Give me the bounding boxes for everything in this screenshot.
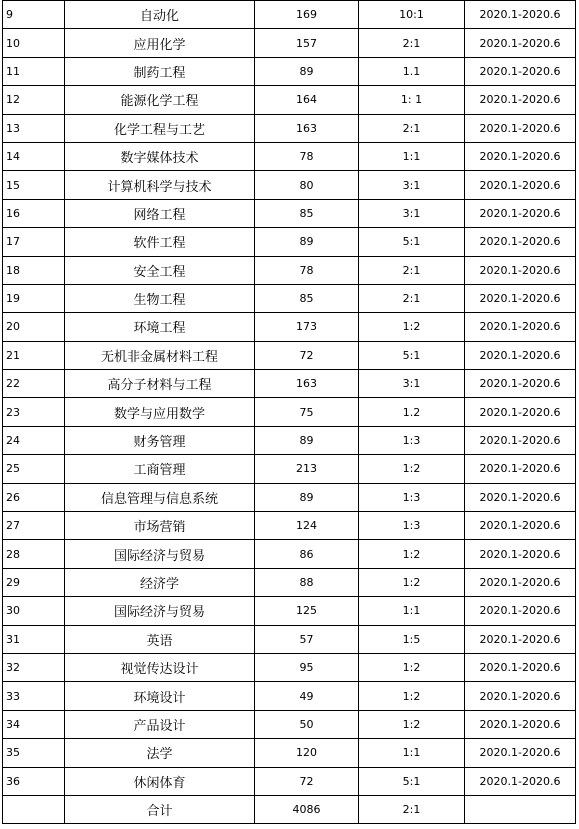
row-number-cell: 14	[3, 142, 65, 170]
student-count-cell: 78	[255, 142, 359, 170]
table-row	[3, 57, 576, 85]
period-cell: 2020.1-2020.6	[465, 29, 576, 57]
period-cell: 2020.1-2020.6	[465, 682, 576, 710]
row-number-cell: 27	[3, 512, 65, 540]
major-name-cell: 经济学	[65, 568, 255, 596]
total-ratio-cell: 2:1	[359, 795, 465, 823]
period-cell: 2020.1-2020.6	[465, 512, 576, 540]
ratio-cell: 5:1	[359, 767, 465, 795]
table-row	[3, 455, 576, 483]
row-number-cell: 33	[3, 682, 65, 710]
major-name-cell: 应用化学	[65, 29, 255, 57]
table-row	[3, 171, 576, 199]
ratio-cell: 1.2	[359, 398, 465, 426]
major-name-cell: 环境设计	[65, 682, 255, 710]
student-count-cell: 85	[255, 199, 359, 227]
table-row	[3, 739, 576, 767]
table-row	[3, 483, 576, 511]
student-count-cell: 95	[255, 653, 359, 681]
major-name-cell: 国际经济与贸易	[65, 597, 255, 625]
ratio-cell: 3:1	[359, 370, 465, 398]
row-number-cell: 9	[3, 1, 65, 29]
student-count-cell: 164	[255, 86, 359, 114]
period-cell: 2020.1-2020.6	[465, 142, 576, 170]
ratio-cell: 1:2	[359, 540, 465, 568]
major-name-cell: 安全工程	[65, 256, 255, 284]
period-cell: 2020.1-2020.6	[465, 341, 576, 369]
major-name-cell: 高分子材料与工程	[65, 370, 255, 398]
period-cell: 2020.1-2020.6	[465, 398, 576, 426]
row-number-cell: 12	[3, 86, 65, 114]
student-count-cell: 89	[255, 228, 359, 256]
period-cell: 2020.1-2020.6	[465, 568, 576, 596]
student-count-cell: 72	[255, 767, 359, 795]
row-number-cell: 23	[3, 398, 65, 426]
table-row	[3, 29, 576, 57]
row-number-cell: 11	[3, 57, 65, 85]
row-number-cell: 35	[3, 739, 65, 767]
period-cell: 2020.1-2020.6	[465, 597, 576, 625]
ratio-cell: 2:1	[359, 29, 465, 57]
student-count-cell: 78	[255, 256, 359, 284]
total-row	[3, 795, 576, 823]
ratio-cell: 1:1	[359, 597, 465, 625]
total-number-cell	[3, 795, 65, 823]
major-name-cell: 软件工程	[65, 228, 255, 256]
table-row	[3, 710, 576, 738]
student-count-cell: 169	[255, 1, 359, 29]
period-cell: 2020.1-2020.6	[465, 455, 576, 483]
ratio-cell: 1:1	[359, 739, 465, 767]
major-name-cell: 工商管理	[65, 455, 255, 483]
major-name-cell: 休闲体育	[65, 767, 255, 795]
total-count-cell: 4086	[255, 795, 359, 823]
student-count-cell: 120	[255, 739, 359, 767]
period-cell: 2020.1-2020.6	[465, 1, 576, 29]
row-number-cell: 13	[3, 114, 65, 142]
student-count-cell: 163	[255, 370, 359, 398]
table-row	[3, 426, 576, 454]
student-count-cell: 125	[255, 597, 359, 625]
row-number-cell: 17	[3, 228, 65, 256]
total-label-cell: 合计	[65, 795, 255, 823]
row-number-cell: 30	[3, 597, 65, 625]
row-number-cell: 19	[3, 284, 65, 312]
table-row	[3, 625, 576, 653]
row-number-cell: 22	[3, 370, 65, 398]
major-name-cell: 信息管理与信息系统	[65, 483, 255, 511]
ratio-cell: 2:1	[359, 114, 465, 142]
ratio-cell: 1.1	[359, 57, 465, 85]
table-row	[3, 767, 576, 795]
ratio-cell: 1:2	[359, 682, 465, 710]
major-name-cell: 环境工程	[65, 313, 255, 341]
ratio-cell: 2:1	[359, 284, 465, 312]
row-number-cell: 16	[3, 199, 65, 227]
period-cell: 2020.1-2020.6	[465, 710, 576, 738]
row-number-cell: 25	[3, 455, 65, 483]
ratio-cell: 1:2	[359, 710, 465, 738]
period-cell: 2020.1-2020.6	[465, 540, 576, 568]
ratio-cell: 1:2	[359, 455, 465, 483]
ratio-cell: 1:2	[359, 568, 465, 596]
major-name-cell: 化学工程与工艺	[65, 114, 255, 142]
major-name-cell: 英语	[65, 625, 255, 653]
student-count-cell: 213	[255, 455, 359, 483]
table-row	[3, 653, 576, 681]
table-row	[3, 512, 576, 540]
period-cell: 2020.1-2020.6	[465, 199, 576, 227]
student-count-cell: 57	[255, 625, 359, 653]
table-row	[3, 597, 576, 625]
student-count-cell: 80	[255, 171, 359, 199]
major-name-cell: 无机非金属材料工程	[65, 341, 255, 369]
student-count-cell: 50	[255, 710, 359, 738]
period-cell: 2020.1-2020.6	[465, 739, 576, 767]
major-name-cell: 数字媒体技术	[65, 142, 255, 170]
student-count-cell: 49	[255, 682, 359, 710]
table-row	[3, 142, 576, 170]
ratio-cell: 1: 1	[359, 86, 465, 114]
major-name-cell: 制药工程	[65, 57, 255, 85]
student-count-cell: 89	[255, 57, 359, 85]
row-number-cell: 29	[3, 568, 65, 596]
student-count-cell: 85	[255, 284, 359, 312]
major-name-cell: 产品设计	[65, 710, 255, 738]
total-period-cell	[465, 795, 576, 823]
row-number-cell: 28	[3, 540, 65, 568]
row-number-cell: 36	[3, 767, 65, 795]
table-row	[3, 370, 576, 398]
major-name-cell: 视觉传达设计	[65, 653, 255, 681]
period-cell: 2020.1-2020.6	[465, 114, 576, 142]
major-name-cell: 数学与应用数学	[65, 398, 255, 426]
student-count-cell: 163	[255, 114, 359, 142]
period-cell: 2020.1-2020.6	[465, 57, 576, 85]
period-cell: 2020.1-2020.6	[465, 313, 576, 341]
table-row	[3, 86, 576, 114]
row-number-cell: 31	[3, 625, 65, 653]
period-cell: 2020.1-2020.6	[465, 653, 576, 681]
student-count-cell: 157	[255, 29, 359, 57]
major-name-cell: 法学	[65, 739, 255, 767]
ratio-cell: 5:1	[359, 228, 465, 256]
major-name-cell: 计算机科学与技术	[65, 171, 255, 199]
row-number-cell: 15	[3, 171, 65, 199]
ratio-cell: 10:1	[359, 1, 465, 29]
ratio-cell: 1:3	[359, 512, 465, 540]
major-name-cell: 市场营销	[65, 512, 255, 540]
row-number-cell: 34	[3, 710, 65, 738]
student-count-cell: 72	[255, 341, 359, 369]
ratio-cell: 1:2	[359, 653, 465, 681]
table-row	[3, 256, 576, 284]
table-row	[3, 313, 576, 341]
ratio-cell: 1:3	[359, 426, 465, 454]
student-count-cell: 124	[255, 512, 359, 540]
ratio-cell: 5:1	[359, 341, 465, 369]
table-row	[3, 568, 576, 596]
major-name-cell: 网络工程	[65, 199, 255, 227]
period-cell: 2020.1-2020.6	[465, 426, 576, 454]
majors-table	[2, 0, 576, 824]
ratio-cell: 2:1	[359, 256, 465, 284]
table-row	[3, 398, 576, 426]
period-cell: 2020.1-2020.6	[465, 483, 576, 511]
student-count-cell: 89	[255, 426, 359, 454]
period-cell: 2020.1-2020.6	[465, 767, 576, 795]
period-cell: 2020.1-2020.6	[465, 86, 576, 114]
ratio-cell: 1:3	[359, 483, 465, 511]
period-cell: 2020.1-2020.6	[465, 625, 576, 653]
row-number-cell: 18	[3, 256, 65, 284]
period-cell: 2020.1-2020.6	[465, 171, 576, 199]
student-count-cell: 88	[255, 568, 359, 596]
ratio-cell: 3:1	[359, 171, 465, 199]
row-number-cell: 26	[3, 483, 65, 511]
major-name-cell: 国际经济与贸易	[65, 540, 255, 568]
student-count-cell: 75	[255, 398, 359, 426]
ratio-cell: 1:5	[359, 625, 465, 653]
row-number-cell: 21	[3, 341, 65, 369]
ratio-cell: 1:2	[359, 313, 465, 341]
student-count-cell: 89	[255, 483, 359, 511]
student-count-cell: 173	[255, 313, 359, 341]
major-name-cell: 财务管理	[65, 426, 255, 454]
table-row	[3, 199, 576, 227]
major-name-cell: 自动化	[65, 1, 255, 29]
table-row	[3, 341, 576, 369]
row-number-cell: 24	[3, 426, 65, 454]
table-row	[3, 284, 576, 312]
row-number-cell: 10	[3, 29, 65, 57]
row-number-cell: 20	[3, 313, 65, 341]
period-cell: 2020.1-2020.6	[465, 228, 576, 256]
student-count-cell: 86	[255, 540, 359, 568]
ratio-cell: 3:1	[359, 199, 465, 227]
period-cell: 2020.1-2020.6	[465, 284, 576, 312]
row-number-cell: 32	[3, 653, 65, 681]
ratio-cell: 1:1	[359, 142, 465, 170]
table-body	[3, 1, 576, 824]
period-cell: 2020.1-2020.6	[465, 370, 576, 398]
table-row	[3, 228, 576, 256]
table-row	[3, 540, 576, 568]
table-row	[3, 682, 576, 710]
table-row	[3, 114, 576, 142]
major-name-cell: 生物工程	[65, 284, 255, 312]
major-name-cell: 能源化学工程	[65, 86, 255, 114]
table-row	[3, 1, 576, 29]
period-cell: 2020.1-2020.6	[465, 256, 576, 284]
